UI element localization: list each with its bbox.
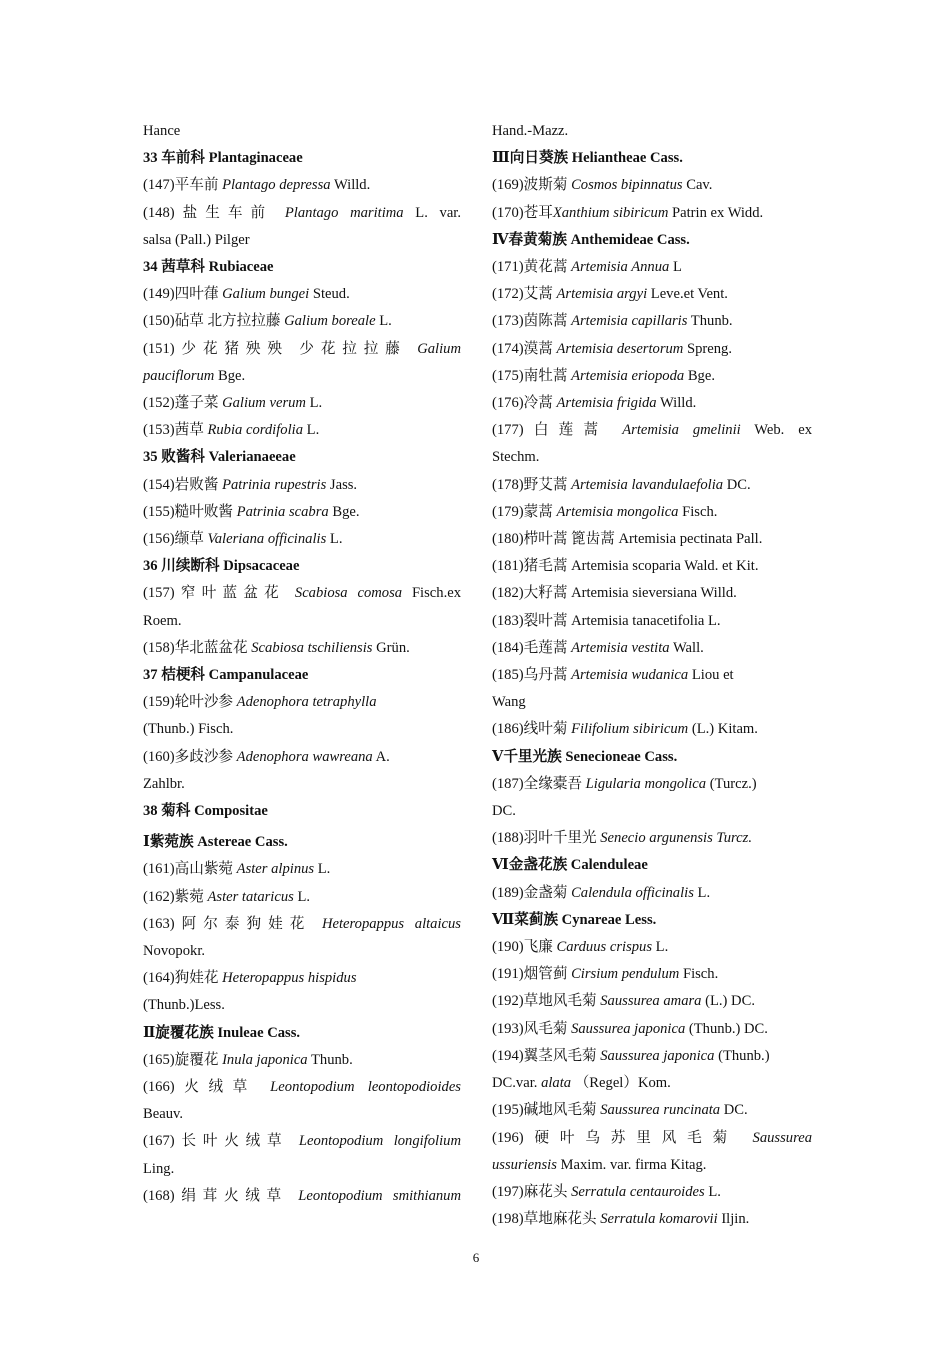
- scientific-name: Saussurea amara: [600, 993, 702, 1010]
- species-entry: [492, 825, 812, 852]
- line-text: Maxim. var. firma Kitag.: [556, 1156, 707, 1173]
- scientific-name: Serratula komarovii: [600, 1211, 718, 1228]
- species-entry: [492, 1097, 812, 1124]
- entry-number: (186): [492, 721, 524, 738]
- chinese-name: 绢茸火绒草: [174, 1187, 299, 1204]
- entry-number: (153): [143, 422, 175, 439]
- author-citation: Thunb.: [307, 1051, 353, 1068]
- scientific-name: Galium: [417, 340, 461, 357]
- continuation-line: Novopokr.: [143, 943, 206, 960]
- entry-number: (150): [143, 313, 175, 330]
- species-entry: [492, 281, 812, 308]
- species-entry: [143, 884, 461, 911]
- author-citation: Iljin.: [717, 1211, 750, 1228]
- continuation-line: Hand.-Mazz.: [492, 123, 569, 139]
- species-entry: [492, 553, 812, 580]
- entry-number: (182): [492, 585, 524, 602]
- author-citation: L.: [293, 888, 311, 905]
- family-heading: Ⅲ向日葵族 Heliantheae Cass.: [492, 150, 683, 167]
- entry-number: (177): [492, 422, 524, 439]
- family-heading: 35 败酱科 Valerianaeeae: [143, 449, 296, 466]
- entry-number: (155): [143, 503, 175, 520]
- chinese-name: 烟管蓟: [523, 966, 572, 983]
- chinese-name: 岩败酱: [174, 476, 223, 493]
- scientific-name: Serratula centauroides: [571, 1183, 705, 1200]
- species-entry: [143, 1128, 461, 1155]
- family-heading: Ⅶ菜蓟族 Cynareae Less.: [492, 911, 657, 928]
- species-entry: [492, 608, 812, 635]
- entry-number: (175): [492, 367, 524, 384]
- author-citation: Artemisia sieversiana Willd.: [571, 585, 737, 602]
- author-citation: Cav.: [682, 177, 713, 194]
- author-citation: L.: [326, 531, 343, 548]
- continuation-line: Wang: [492, 694, 526, 711]
- scientific-name: Adenophora wawreana: [236, 748, 373, 765]
- species-entry: [492, 662, 812, 689]
- family-heading: Ⅵ金盏花族 Calenduleae: [492, 857, 648, 874]
- chinese-name: 火绒草: [174, 1079, 271, 1096]
- author-citation: Fisch.: [678, 503, 718, 520]
- scientific-name: Calendula officinalis: [571, 884, 694, 901]
- chinese-name: 糙叶败酱: [174, 503, 237, 520]
- species-entry: [492, 1043, 812, 1070]
- entry-number: (170): [492, 204, 524, 221]
- entry-number: (147): [143, 177, 175, 194]
- entry-number: (158): [143, 639, 175, 656]
- species-entry: [492, 771, 812, 798]
- species-entry: [143, 172, 461, 199]
- entry-number: (192): [492, 993, 524, 1010]
- author-citation: (Turcz.): [706, 775, 757, 792]
- chinese-name: 阿尔泰狗娃花: [174, 915, 322, 932]
- species-entry: [492, 390, 812, 417]
- author-citation: L.: [314, 861, 331, 878]
- entry-number: (176): [492, 395, 524, 412]
- chinese-name: 南牡蒿: [523, 367, 572, 384]
- chinese-name: 金盏菊: [523, 884, 572, 901]
- entry-number: (149): [143, 286, 175, 303]
- scientific-name: Artemisia vestita: [571, 639, 670, 656]
- species-entry: [143, 1183, 461, 1210]
- line-text: （Regel）Kom.: [571, 1075, 671, 1092]
- author-citation: L.: [303, 422, 320, 439]
- species-entry: [143, 580, 461, 607]
- author-citation: (L.) Kitam.: [688, 721, 758, 738]
- scientific-name: Heteropappus altaicus: [321, 915, 461, 932]
- entry-number: (168): [143, 1187, 175, 1204]
- family-heading: 36 川续断科 Dipsacaceae: [143, 558, 300, 575]
- species-entry: [492, 336, 812, 363]
- chinese-name: 砧草 北方拉拉藤: [174, 313, 285, 330]
- chinese-name: 艾蒿: [523, 286, 557, 303]
- species-entry: [143, 1047, 461, 1074]
- chinese-name: 毛莲蒿: [523, 639, 572, 656]
- author-citation: DC.: [720, 1102, 748, 1119]
- chinese-name: 大籽蒿: [523, 585, 572, 602]
- scientific-name: Carduus crispus: [556, 939, 653, 956]
- author-citation: (Thunb.): [714, 1047, 770, 1064]
- species-entry: [492, 172, 812, 199]
- author-citation: (Thunb.) DC.: [685, 1020, 768, 1037]
- author-citation: (L.) DC.: [701, 993, 755, 1010]
- scientific-name: ussuriensis: [492, 1156, 557, 1173]
- chinese-name: 苍耳: [523, 204, 553, 221]
- entry-number: (169): [492, 177, 524, 194]
- entry-number: (180): [492, 531, 524, 548]
- entry-number: (184): [492, 639, 524, 656]
- author-citation: Liou et: [688, 667, 734, 684]
- scientific-name: Cirsium pendulum: [571, 966, 680, 983]
- entry-number: (185): [492, 667, 524, 684]
- species-entry: [492, 1016, 812, 1043]
- scientific-name: Artemisia gmelinii: [622, 422, 741, 439]
- author-citation: A.: [372, 748, 390, 765]
- entry-number: (189): [492, 884, 524, 901]
- author-citation: Artemisia scoparia Wald. et Kit.: [571, 558, 759, 575]
- chinese-name: 栉叶蒿 篦齿蒿: [523, 531, 619, 548]
- scientific-name: Artemisia desertorum: [556, 340, 684, 357]
- species-entry: [143, 472, 461, 499]
- entry-number: (187): [492, 775, 524, 792]
- family-heading: 34 茜草科 Rubiaceae: [143, 259, 274, 275]
- scientific-name: Scabiosa tschiliensis: [251, 639, 373, 656]
- species-entry: [143, 499, 461, 526]
- author-citation: Grün.: [372, 639, 410, 656]
- chinese-name: 漠蒿: [523, 340, 557, 357]
- chinese-name: 窄叶蓝盆花: [174, 585, 295, 602]
- entry-number: (197): [492, 1183, 524, 1200]
- entry-number: (161): [143, 861, 175, 878]
- species-entry: [143, 856, 461, 883]
- author-citation: Fisch.ex: [402, 585, 461, 602]
- scientific-name: Plantago depressa: [222, 177, 331, 194]
- scientific-name: Leontopodium leontopodioides: [270, 1079, 461, 1096]
- species-entry: [492, 880, 812, 907]
- author-citation: L.: [704, 1183, 721, 1200]
- author-citation: Jass.: [326, 476, 358, 493]
- entry-number: (198): [492, 1211, 524, 1228]
- chinese-name: 盐生车前: [174, 204, 285, 221]
- chinese-name: 紫菀: [174, 888, 208, 905]
- author-citation: Steud.: [309, 286, 350, 303]
- scientific-name: Galium boreale: [284, 313, 376, 330]
- chinese-name: 风毛菊: [523, 1020, 572, 1037]
- entry-number: (159): [143, 694, 175, 711]
- species-entry: [143, 336, 461, 363]
- right-column: [492, 118, 812, 1233]
- entry-number: (181): [492, 558, 524, 575]
- scientific-name: Saussurea japonica: [571, 1020, 686, 1037]
- scientific-name: Plantago maritima: [284, 204, 404, 221]
- family-heading: 33 车前科 Plantaginaceae: [143, 150, 303, 167]
- chinese-name: 麻花头: [523, 1183, 572, 1200]
- species-entry: [143, 911, 461, 938]
- scientific-name: Aster tataricus: [207, 888, 294, 905]
- continuation-line: Roem.: [143, 612, 182, 629]
- author-citation: Willd.: [656, 395, 697, 412]
- species-entry: [143, 281, 461, 308]
- scientific-name: pauciflorum: [143, 367, 215, 384]
- scientific-name: Patrinia scabra: [236, 503, 329, 520]
- family-heading: 37 桔梗科 Campanulaceae: [143, 667, 309, 684]
- chinese-name: 波斯菊: [523, 177, 572, 194]
- line-text: DC.var.: [492, 1075, 542, 1092]
- species-entry: [492, 716, 812, 743]
- left-column: [143, 118, 461, 1210]
- chinese-name: 茜草: [174, 422, 208, 439]
- chinese-name: 野艾蒿: [523, 476, 572, 493]
- continuation-line: salsa (Pall.) Pilger: [143, 231, 250, 248]
- scientific-name: Inula japonica: [222, 1051, 308, 1068]
- scientific-name: Artemisia wudanica: [571, 667, 689, 684]
- species-entry: [492, 200, 812, 227]
- author-citation: L. var.: [403, 204, 461, 221]
- scientific-name: Heteropappus hispidus: [222, 970, 357, 987]
- scientific-name: Artemisia capillaris: [571, 313, 688, 330]
- author-citation: DC.: [723, 476, 751, 493]
- entry-number: (151): [143, 340, 175, 357]
- entry-number: (188): [492, 830, 524, 847]
- chinese-name: 草地麻花头: [523, 1211, 601, 1228]
- chinese-name: 少花猪殃殃 少花拉拉藤: [174, 340, 418, 357]
- species-entry: [143, 965, 461, 992]
- author-citation: Web. ex: [740, 422, 812, 439]
- author-citation: L.: [693, 884, 711, 901]
- species-entry: [143, 417, 461, 444]
- species-entry: [143, 689, 461, 716]
- species-entry: [492, 526, 812, 553]
- species-entry: [143, 1074, 461, 1101]
- entry-number: (179): [492, 503, 524, 520]
- chinese-name: 全缘橐吾: [523, 775, 586, 792]
- entry-number: (193): [492, 1020, 524, 1037]
- chinese-name: 乌丹蒿: [523, 667, 572, 684]
- author-citation: Leve.et Vent.: [647, 286, 728, 303]
- chinese-name: 碱地风毛菊: [523, 1102, 601, 1119]
- entry-number: (172): [492, 286, 524, 303]
- continuation-line: Zahlbr.: [143, 775, 185, 792]
- chinese-name: 飞廉: [523, 939, 557, 956]
- chinese-name: 平车前: [174, 177, 223, 194]
- scientific-name: Leontopodium longifolium: [298, 1133, 461, 1150]
- scientific-name: Artemisia lavandulaefolia: [571, 476, 724, 493]
- entry-number: (194): [492, 1047, 524, 1064]
- species-entry: [143, 363, 461, 390]
- scientific-name: Artemisia argyi: [556, 286, 648, 303]
- chinese-name: 华北蓝盆花: [174, 639, 252, 656]
- entry-number: (183): [492, 612, 524, 629]
- species-entry: [143, 744, 461, 771]
- species-entry: [492, 635, 812, 662]
- page-number: 6: [472, 1250, 480, 1265]
- scientific-name: Patrinia rupestris: [222, 476, 327, 493]
- scientific-name: Leontopodium smithianum: [298, 1187, 461, 1204]
- entry-number: (160): [143, 748, 175, 765]
- entry-number: (178): [492, 476, 524, 493]
- family-heading: Ⅴ千里光族 Senecioneae Cass.: [492, 748, 678, 765]
- chinese-name: 翼茎风毛菊: [523, 1047, 601, 1064]
- species-entry: [492, 254, 812, 281]
- species-entry: [143, 390, 461, 417]
- entry-number: (148): [143, 204, 175, 221]
- entry-number: (165): [143, 1051, 175, 1068]
- author-citation: Wall.: [669, 639, 704, 656]
- species-entry: [492, 1179, 812, 1206]
- author-citation: Bge.: [328, 503, 360, 520]
- species-entry: [492, 988, 812, 1015]
- chinese-name: 狗娃花: [174, 970, 223, 987]
- scientific-name: Ligularia mongolica: [585, 775, 707, 792]
- continuation-line: Ling.: [143, 1160, 175, 1177]
- chinese-name: 硬叶乌苏里风毛菊: [523, 1129, 753, 1146]
- entry-number: (190): [492, 939, 524, 956]
- species-entry: [143, 526, 461, 553]
- species-entry: [492, 1206, 812, 1233]
- chinese-name: 线叶菊: [523, 721, 572, 738]
- continuation-line: (Thunb.) Fisch.: [143, 721, 234, 738]
- chinese-name: 四叶葎: [174, 286, 223, 303]
- entry-number: (167): [143, 1133, 175, 1150]
- entry-number: (195): [492, 1102, 524, 1119]
- species-entry: [492, 934, 812, 961]
- scientific-name: Xanthium sibiricum: [552, 204, 669, 221]
- author-citation: Artemisia tanacetifolia L.: [571, 612, 721, 629]
- family-heading: 38 菊科 Compositae: [143, 803, 268, 820]
- entry-number: (152): [143, 395, 175, 411]
- continuation-line: (Thunb.)Less.: [143, 997, 225, 1014]
- scientific-name: Cosmos bipinnatus: [571, 177, 683, 194]
- continuation-line: DC.: [492, 803, 516, 820]
- scientific-name: Galium verum: [222, 395, 306, 411]
- family-heading: Ⅳ春黄菊族 Anthemideae Cass.: [492, 231, 690, 248]
- chinese-name: 蒙蒿: [523, 503, 557, 520]
- chinese-name: 轮叶沙参: [174, 694, 237, 711]
- author-citation: Thunb.: [687, 313, 733, 330]
- species-entry: [143, 635, 461, 662]
- scientific-name: Saussurea runcinata: [600, 1102, 721, 1119]
- chinese-name: 裂叶蒿: [523, 612, 572, 629]
- entry-number: (166): [143, 1079, 175, 1096]
- chinese-name: 猪毛蒿: [523, 558, 572, 575]
- species-entry: [492, 417, 812, 444]
- species-entry: [492, 363, 812, 390]
- entry-number: (191): [492, 966, 524, 983]
- species-entry: [492, 580, 812, 607]
- species-entry: [492, 499, 812, 526]
- continuation-line: [492, 1152, 812, 1179]
- scientific-name: Adenophora tetraphylla: [236, 694, 377, 711]
- author-citation: Fisch.: [679, 966, 719, 983]
- author-citation: Spreng.: [683, 340, 733, 357]
- continuation-line: Hance: [143, 123, 181, 139]
- scientific-name: Scabiosa comosa: [294, 585, 403, 602]
- entry-number: (173): [492, 313, 524, 330]
- continuation-line: Stechm.: [492, 449, 540, 466]
- chinese-name: 高山紫菀: [174, 861, 237, 878]
- species-entry: [492, 472, 812, 499]
- scientific-name: Artemisia eriopoda: [571, 367, 685, 384]
- chinese-name: 长叶火绒草: [174, 1133, 299, 1150]
- scientific-name: Senecio argunensis Turcz.: [600, 830, 752, 847]
- scientific-name: Saussurea japonica: [600, 1047, 715, 1064]
- scientific-name: Artemisia frigida: [556, 395, 657, 412]
- author-citation: L.: [305, 395, 323, 411]
- species-entry: [143, 308, 461, 335]
- species-entry: [492, 308, 812, 335]
- entry-number: (163): [143, 915, 175, 932]
- scientific-name: Saussurea: [752, 1129, 812, 1146]
- author-citation: Artemisia pectinata Pall.: [618, 531, 763, 548]
- author-citation: L.: [375, 313, 392, 330]
- species-entry: [492, 961, 812, 988]
- entry-number: (196): [492, 1129, 524, 1146]
- scientific-name: Galium bungei: [222, 286, 310, 303]
- entry-number: (164): [143, 970, 175, 987]
- chinese-name: 冷蒿: [523, 395, 557, 412]
- chinese-name: 旋覆花: [174, 1051, 223, 1068]
- author-citation: L.: [652, 939, 669, 956]
- author-citation: Bge.: [684, 367, 715, 384]
- author-citation: Willd.: [330, 177, 371, 194]
- scientific-name: Aster alpinus: [236, 861, 315, 878]
- chinese-name: 黄花蒿: [523, 259, 572, 276]
- entry-number: (171): [492, 259, 524, 276]
- chinese-name: 草地风毛菊: [523, 993, 601, 1010]
- species-entry: [143, 200, 461, 227]
- family-heading: Ⅰ紫菀族 Astereae Cass.: [143, 834, 288, 851]
- scientific-name: Artemisia Annua: [571, 259, 670, 276]
- entry-number: (157): [143, 585, 175, 602]
- scientific-name: Artemisia mongolica: [556, 503, 679, 520]
- author-citation: L: [669, 259, 682, 276]
- entry-number: (162): [143, 888, 175, 905]
- entry-number: (174): [492, 340, 524, 357]
- scientific-name: Valeriana officinalis: [207, 531, 327, 548]
- continuation-line: [492, 1070, 812, 1097]
- scientific-name: alata: [541, 1075, 572, 1092]
- chinese-name: 缬草: [174, 531, 208, 548]
- chinese-name: 茵陈蒿: [523, 313, 572, 330]
- chinese-name: 多歧沙参: [174, 748, 237, 765]
- species-entry: [492, 1125, 812, 1152]
- chinese-name: 白莲蒿: [523, 422, 623, 439]
- continuation-line: Beauv.: [143, 1106, 183, 1123]
- entry-number: (154): [143, 476, 175, 493]
- author-citation: Patrin ex Widd.: [668, 204, 764, 221]
- chinese-name: 蓬子菜: [174, 395, 223, 411]
- author-citation: Bge.: [214, 367, 246, 384]
- entry-number: (156): [143, 531, 175, 548]
- chinese-name: 羽叶千里光: [523, 830, 601, 847]
- family-heading: Ⅱ旋覆花族 Inuleae Cass.: [143, 1024, 301, 1041]
- scientific-name: Rubia cordifolia: [207, 422, 303, 439]
- scientific-name: Filifolium sibiricum: [571, 721, 689, 738]
